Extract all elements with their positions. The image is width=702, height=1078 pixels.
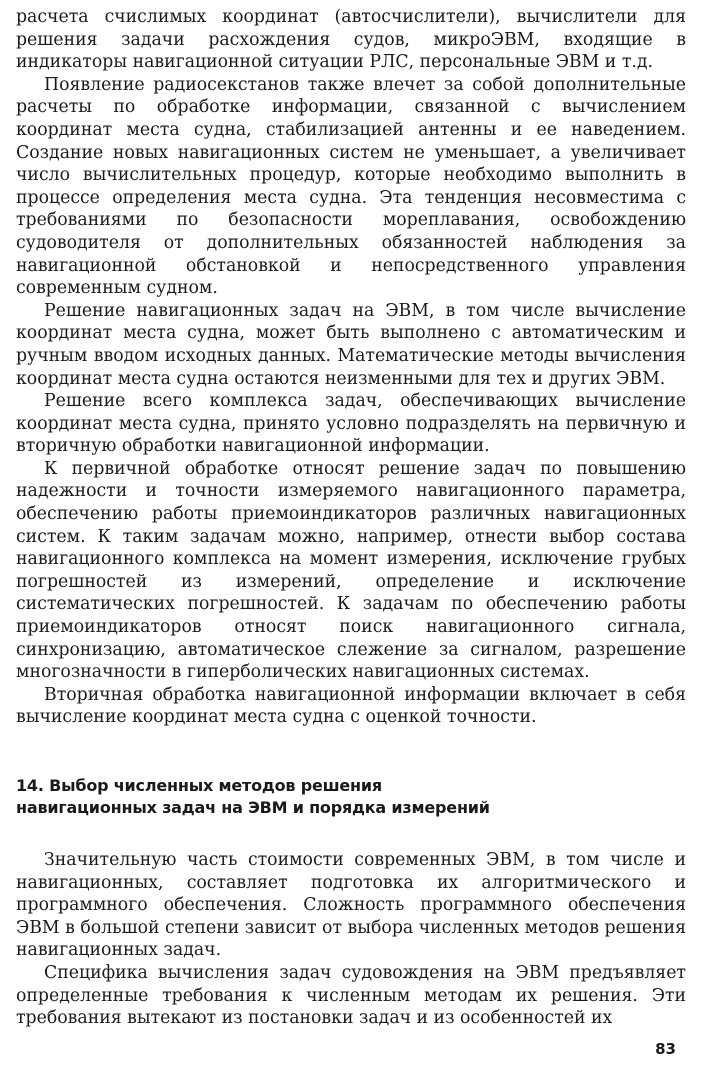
paragraph-navigation-tasks: Решение навигационных задач на ЭВМ, в том числе вычисление координат места судна, может быть выполнено с автоматическим и ручным вводом исходных данных. Математические методы вычисления координат места судна остаются неизменными для тех и других ЭВМ.	[16, 300, 686, 389]
page-body	[16, 6, 686, 1030]
paragraph-task-complex: Решение всего комплекса задач, обеспечивающих вычисление координат места судна, принято условно подразделять на первичную и вторичную обработки навигационной информации.	[16, 391, 686, 457]
section-heading-line-2: навигационных задач на ЭВМ и порядка измерений	[16, 798, 490, 817]
paragraph-primary-processing: К первичной обработке относят решение задач по повышению надежности и точности измеряемого навигационного параметра, обеспечению работы приемоиндикаторов различных навигационных систем. К таким задачам можно, например, отнести выбор состава навигационного комплекса на момент измерения, исключение грубых погрешностей из измерений, определение и исключение систематических погрешностей. К задачам по обеспечению работы приемоиндикаторов относят поиск навигационного сигнала, синхронизацию, автоматическое слежение за сигналом, разрешение многозначности в гиперболических навигационных системах.	[16, 458, 686, 683]
section-heading	[16, 775, 686, 819]
section-heading-line-1: 14. Выбор численных методов решения	[16, 776, 382, 795]
paragraph-secondary-processing: Вторичная обработка навигационной информации включает в себя вычисление координат места судна с оценкой точности.	[16, 684, 686, 728]
paragraph-specifics: Специфика вычисления задач судовождения на ЭВМ предъявляет определенные требования к численным методам их решения. Эти требования вытекают из постановки задач и из особенностей их	[16, 962, 686, 1029]
paragraph-software-cost: Значительную часть стоимости современных ЭВМ, в том числе и навигационных, составляет подготовка их алгоритмического и программного обеспечения. Сложность программного обеспечения ЭВМ в большой степени зависит от выбора численных методов решения навигационных задач.	[16, 850, 686, 961]
page-number: 83	[655, 1040, 676, 1058]
paragraph-continuation: расчета счислимых координат (автосчислители), вычислители для решения задачи расхождения судов, микроЭВМ, входящие в индикаторы навигационной ситуации РЛС, персональные ЭВМ и т.д.	[16, 7, 686, 73]
paragraph-radiosextants: Появление радиосекстанов также влечет за собой дополнительные расчеты по обработке информации, связанной с вычислением координат места судна, стабилизацией антенны и ее наведением. Создание новых навигационных систем не уменьшает, а увеличивает число вычислительных процедур, которые необходимо выполнить в процессе определения места судна. Эта тенденция несовместима с требованиями по безопасности мореплавания, освобождению судоводителя от дополнительных обязанностей наблюдения за навигационной обстановкой и непосредственного управления современным судном.	[16, 74, 686, 299]
